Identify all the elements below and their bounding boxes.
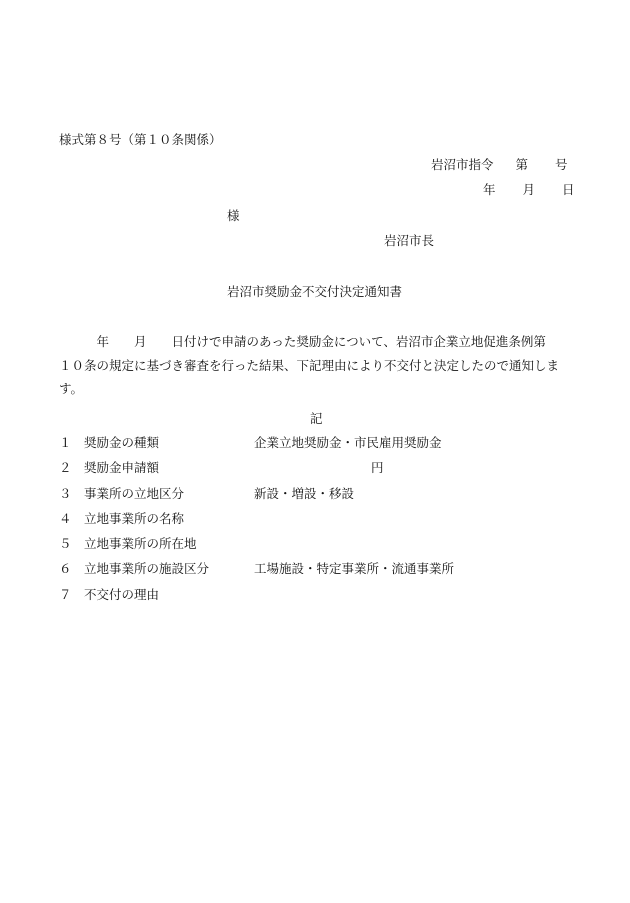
item-number: ２ bbox=[59, 460, 72, 476]
body-paragraph bbox=[59, 330, 575, 401]
item-label: 立地事業所の所在地 bbox=[84, 536, 197, 552]
month-label: 月 bbox=[522, 182, 536, 197]
body-line: 年 月 日付けで申請のあった奨励金について、岩沼市企業立地促進条例第 bbox=[59, 334, 546, 349]
item-value: 企業立地奨励金・市民雇用奨励金 bbox=[254, 435, 442, 450]
item-number: ５ bbox=[59, 536, 72, 552]
document-title: 岩沼市奨励金不交付決定通知書 bbox=[227, 284, 403, 299]
item-value: 工場施設・特定事業所・流通事業所 bbox=[254, 561, 455, 577]
go-label: 号 bbox=[555, 157, 568, 172]
item-label: 奨励金申請額 bbox=[84, 460, 160, 476]
item-value: 新設・増設・移設 bbox=[254, 485, 355, 501]
year-label: 年 bbox=[483, 182, 496, 197]
date-line bbox=[483, 182, 575, 198]
body-line: す。 bbox=[59, 381, 84, 396]
form-label: 様式第８号（第１０条関係） bbox=[59, 132, 222, 147]
sender-name: 岩沼市長 bbox=[384, 233, 435, 248]
item-number: ７ bbox=[59, 586, 72, 602]
body-line: １０条の規定に基づき審査を行った結果、下記理由により不交付と決定したので通知しま bbox=[59, 357, 560, 373]
item-number: ３ bbox=[59, 485, 72, 501]
item-label: 立地事業所の施設区分 bbox=[84, 561, 210, 577]
ki-heading: 記 bbox=[310, 411, 323, 426]
document-number bbox=[431, 157, 568, 173]
issuer-label: 岩沼市指令 bbox=[431, 157, 494, 172]
recipient-suffix: 様 bbox=[227, 208, 240, 223]
item-value: 円 bbox=[371, 460, 384, 476]
day-label: 日 bbox=[562, 182, 575, 197]
item-label: 立地事業所の名称 bbox=[84, 510, 185, 526]
dai-label: 第 bbox=[515, 157, 529, 172]
item-label: 奨励金の種類 bbox=[84, 435, 160, 450]
item-number: １ bbox=[59, 435, 72, 450]
item-number: ４ bbox=[59, 510, 72, 526]
item-number: ６ bbox=[59, 561, 72, 577]
item-label: 不交付の理由 bbox=[84, 586, 160, 602]
item-label: 事業所の立地区分 bbox=[84, 485, 185, 501]
